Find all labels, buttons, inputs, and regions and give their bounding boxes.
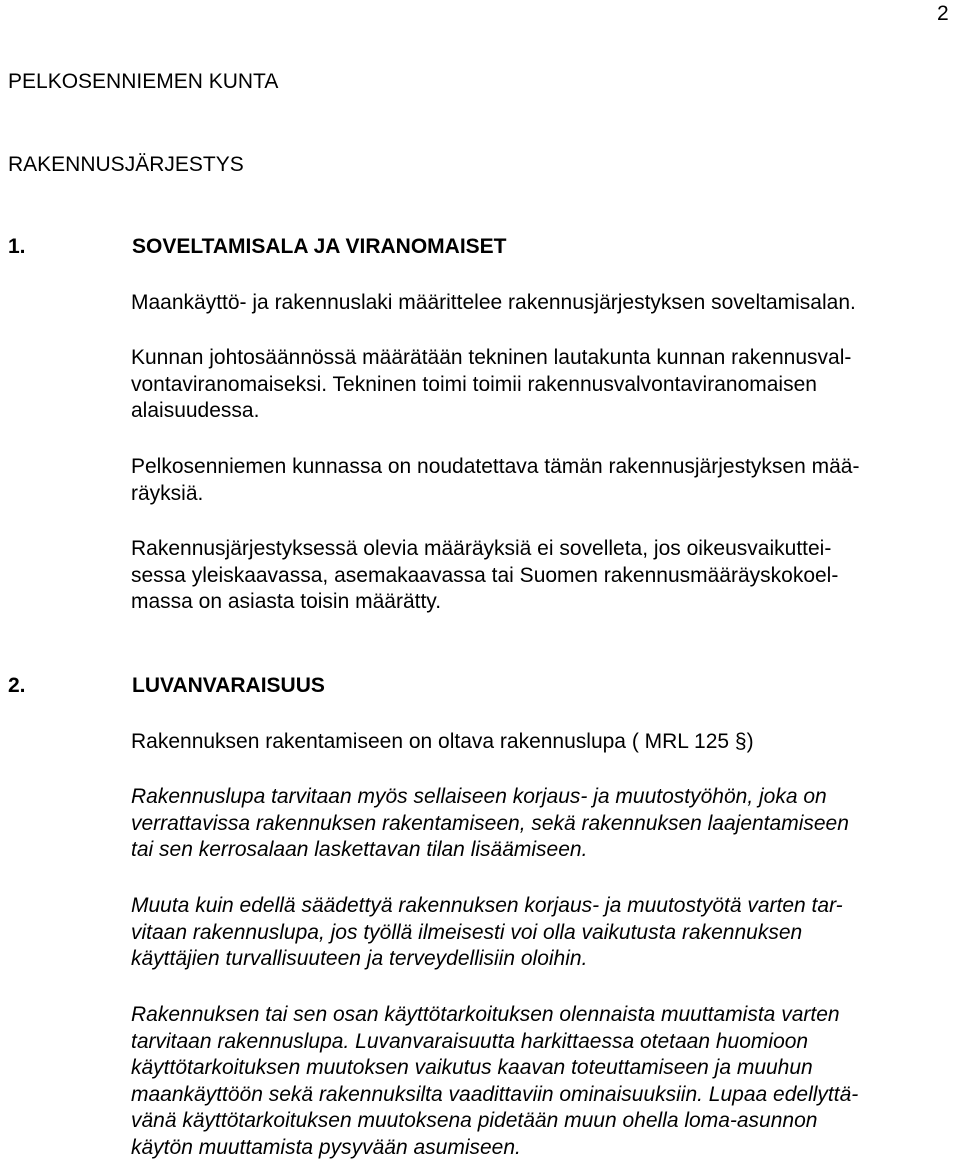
municipality-heading: PELKOSENNIEMEN KUNTA (8, 70, 279, 93)
section-2-paragraph-1 (131, 784, 949, 864)
section-1-heading (8, 234, 507, 260)
text-line: massa on asiasta toisin määrätty. (131, 590, 442, 614)
text-line: käyttötarkoituksen muutoksen vaikutus kaavan toteuttamiseen ja muuhun (131, 1056, 813, 1080)
text-line: vänä käyttötarkoituksen muutoksena pidetään muun ohella loma-asunnon (131, 1109, 818, 1133)
text-line: tai sen kerrosalaan laskettavan tilan lisäämiseen. (131, 838, 588, 862)
text-line: verrattavissa rakennuksen rakentamiseen, sekä rakennuksen laajentamiseen (131, 811, 849, 835)
text-line: maankäyttöön sekä rakennuksilta vaadittaviin ominaisuuksiin. Lupaa edellyttä- (131, 1082, 859, 1106)
section-1-paragraph-4 (131, 536, 949, 616)
section-2-title: LUVANVARAISUUS (132, 674, 325, 697)
section-2-intro (131, 729, 949, 756)
section-1-paragraph-2 (131, 345, 949, 425)
document-title: RAKENNUSJÄRJESTYS (8, 153, 244, 176)
text-line: sessa yleiskaavassa, asemakaavassa tai Suomen rakennusmääräyskokoel- (131, 563, 839, 587)
section-1-paragraph-3 (131, 454, 949, 507)
text-line: Rakennusjärjestyksessä olevia määräyksiä ei sovelleta, jos oikeusvaikuttei- (131, 537, 832, 560)
text-line: Muuta kuin edellä säädettyä rakennuksen korjaus- ja muutostyötä varten tar- (131, 894, 843, 917)
text-line: alaisuudessa. (131, 399, 260, 423)
section-1-number: 1. (8, 235, 26, 258)
text-line: vitaan rakennuslupa, jos työllä ilmeisesti voi olla vaikutusta rakennuksen (131, 920, 803, 944)
section-1-paragraph-1 (131, 290, 949, 317)
text-line: Maankäyttö- ja rakennuslaki määrittelee rakennusjärjestyksen soveltamisalan. (131, 291, 856, 314)
section-2-paragraph-2 (131, 893, 949, 973)
text-line: tarvitaan rakennuslupa. Luvanvaraisuutta harkittaessa otetaan huomioon (131, 1029, 809, 1053)
text-line: Rakennuksen rakentamiseen on oltava rakennuslupa ( MRL 125 §) (131, 730, 754, 753)
text-line: käytön muuttamista pysyvään asumiseen. (131, 1135, 521, 1159)
text-line: Kunnan johtosäännössä määrätään tekninen lautakunta kunnan rakennusval- (131, 346, 852, 369)
section-1-title: SOVELTAMISALA JA VIRANOMAISET (132, 235, 507, 258)
text-line: Rakennuslupa tarvitaan myös sellaiseen korjaus- ja muutostyöhön, joka on (131, 785, 827, 808)
text-line: Pelkosenniemen kunnassa on noudatettava tämän rakennusjärjestyksen mää- (131, 455, 860, 478)
text-line: Rakennuksen tai sen osan käyttötarkoituksen olennaista muuttamista varten (131, 1003, 840, 1026)
section-2-paragraph-3 (131, 1002, 949, 1162)
page-number: 2 (937, 2, 949, 25)
text-line: käyttäjien turvallisuuteen ja terveydellisiin oloihin. (131, 947, 588, 971)
section-2-heading (8, 673, 325, 699)
text-line: vontaviranomaiseksi. Tekninen toimi toimii rakennusvalvontaviranomaisen (131, 372, 817, 396)
text-line: räyksiä. (131, 481, 204, 505)
section-2-number: 2. (8, 674, 26, 697)
